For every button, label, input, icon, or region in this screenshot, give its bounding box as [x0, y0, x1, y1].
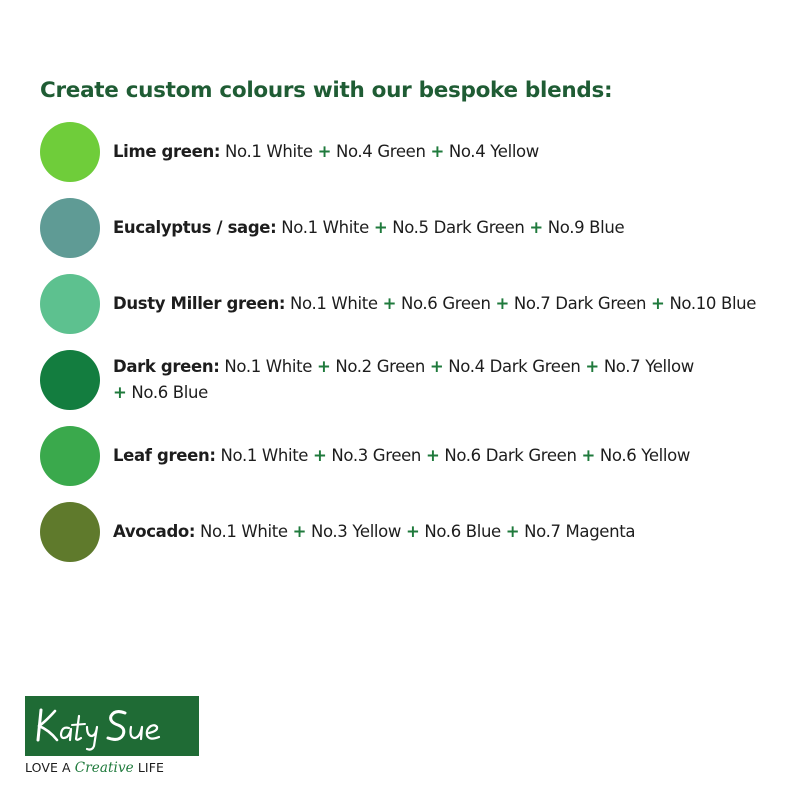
blend-text — [113, 519, 778, 545]
ingredient: No.7 Yellow — [603, 357, 694, 376]
blend-recipe-line — [113, 215, 778, 241]
blend-recipe-line — [113, 380, 778, 406]
tagline-after: LIFE — [137, 760, 164, 775]
ingredient: No.6 Dark Green — [444, 446, 577, 465]
ingredient: No.1 White — [224, 357, 313, 376]
katysue-logo-mark — [25, 696, 199, 756]
blend-text — [113, 139, 778, 165]
plus-symbol: + — [529, 218, 543, 237]
colour-swatch — [40, 426, 100, 486]
blend-text — [113, 443, 778, 469]
plus-symbol: + — [405, 522, 420, 541]
plus-symbol: + — [313, 446, 327, 465]
plus-symbol: + — [292, 522, 307, 541]
ingredient: No.5 Dark Green — [392, 218, 525, 237]
blend-text — [113, 291, 778, 317]
plus-symbol: + — [505, 522, 520, 541]
ingredient: No.1 White — [290, 294, 378, 313]
plus-symbol: + — [113, 383, 127, 402]
plus-symbol: + — [430, 142, 444, 161]
ingredient: No.1 White — [200, 522, 288, 541]
plus-symbol: + — [373, 218, 388, 237]
ingredient: No.1 White — [220, 446, 309, 465]
blend-name: Dark green: — [113, 357, 220, 376]
blend-name: Eucalyptus / sage: — [113, 218, 277, 237]
ingredient: No.1 White — [281, 218, 369, 237]
colour-swatch — [40, 122, 100, 182]
brand-tagline — [25, 760, 164, 776]
plus-symbol: + — [495, 294, 509, 313]
colour-swatch — [40, 350, 100, 410]
blend-recipe-line — [113, 291, 778, 317]
blend-recipe-line — [113, 354, 778, 380]
blend-text — [113, 215, 778, 241]
ingredient: No.3 Green — [331, 446, 422, 465]
plus-symbol: + — [651, 294, 665, 313]
ingredient: No.2 Green — [335, 357, 425, 376]
ingredient: No.3 Yellow — [310, 522, 402, 541]
ingredient: No.7 Magenta — [524, 522, 636, 541]
colour-swatch — [40, 198, 100, 258]
ingredient: No.6 Blue — [131, 383, 208, 402]
blend-recipe-line — [113, 139, 778, 165]
blend-recipe-line — [113, 443, 778, 469]
ingredient: No.4 Dark Green — [448, 357, 581, 376]
plus-symbol: + — [581, 446, 595, 465]
ingredient: No.6 Yellow — [599, 446, 690, 465]
plus-symbol: + — [425, 446, 440, 465]
blend-name: Leaf green: — [113, 446, 216, 465]
ingredient: No.6 Blue — [424, 522, 501, 541]
blend-name: Lime green: — [113, 142, 221, 161]
plus-symbol: + — [585, 357, 599, 376]
blend-name: Avocado: — [113, 522, 196, 541]
ingredient: No.9 Blue — [547, 218, 625, 237]
colour-swatch — [40, 502, 100, 562]
plus-symbol: + — [429, 357, 444, 376]
plus-symbol: + — [317, 142, 332, 161]
colour-swatch — [40, 274, 100, 334]
page-title: Create custom colours with our bespoke blends: — [40, 78, 613, 103]
ingredient: No.6 Green — [400, 294, 491, 313]
ingredient: No.4 Green — [335, 142, 426, 161]
ingredient: No.7 Dark Green — [513, 294, 647, 313]
blend-recipe-line — [113, 519, 778, 545]
ingredient: No.1 White — [225, 142, 313, 161]
plus-symbol: + — [316, 357, 331, 376]
blend-name: Dusty Miller green: — [113, 294, 286, 313]
brand-logo — [25, 696, 199, 756]
blend-text — [113, 354, 778, 406]
ingredient: No.10 Blue — [669, 294, 757, 313]
plus-symbol: + — [382, 294, 397, 313]
ingredient: No.4 Yellow — [448, 142, 539, 161]
tagline-script: Creative — [74, 760, 134, 776]
tagline-before: LOVE A — [25, 760, 71, 775]
